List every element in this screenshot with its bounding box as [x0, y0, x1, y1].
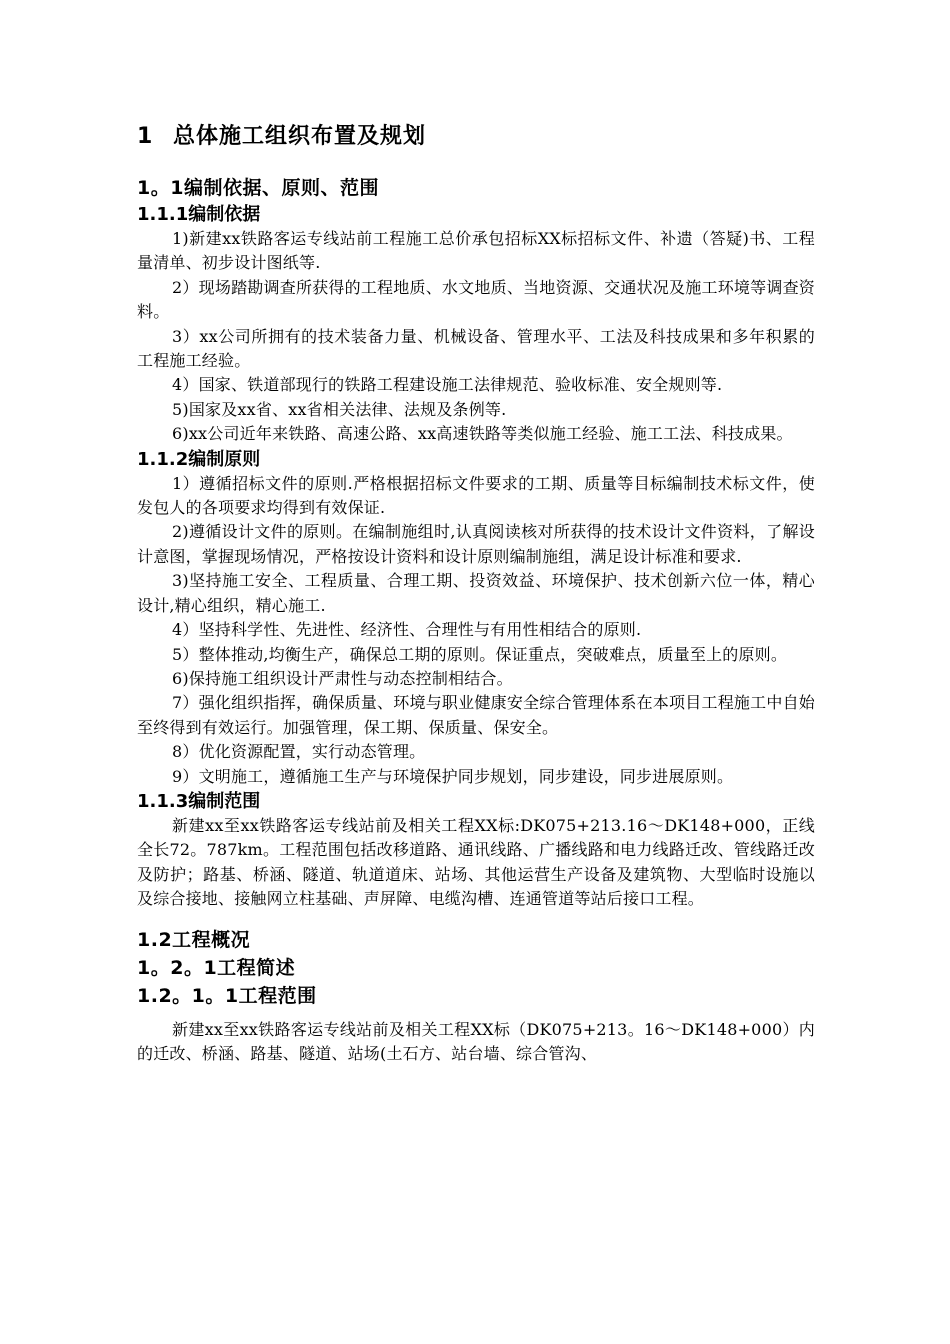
section-heading-1-2-1-1: 1.2。1。1工程范围 [137, 984, 317, 1007]
section-heading-1-1-2: 1.1.2编制原则 [137, 448, 261, 470]
paragraph: 3）xx公司所拥有的技术装备力量、机械设备、管理水平、工法及科技成果和多年积累的工程施工经验。 [137, 326, 815, 371]
section-heading-1-1-1: 1.1.1编制依据 [137, 204, 261, 225]
document-page [137, 120, 815, 1066]
paragraph: 1)新建xx铁路客运专线站前工程施工总价承包招标XX标招标文件、补遗（答疑)书、工程量清单、初步设计图纸等. [137, 229, 815, 273]
chapter-number: 1 [137, 124, 154, 149]
section-heading-1-2: 1.2工程概况 [137, 928, 251, 951]
chapter-heading [137, 120, 815, 154]
paragraph: 新建xx至xx铁路客运专线站前及相关工程XX标:DK075+213.16～DK148+000，正线全长72。787km。工程范围包括改移道路、通讯线路、广播线路和电力线路迁改、管线路迁改及防护；路基、桥涵、隧道、轨道道床、站场、其他运营生产设备及建筑物、大型临时设施以及综合接地、接触网立柱基础、声屏障、电缆沟槽、连通管道等站后接口工程。 [137, 815, 815, 909]
paragraph: 6)xx公司近年来铁路、高速公路、xx高速铁路等类似施工经验、施工工法、科技成果。 [172, 424, 793, 444]
section-heading-1-1: 1。1编制依据、原则、范围 [137, 177, 379, 199]
paragraph: 3)坚持施工安全、工程质量、合理工期、投资效益、环境保护、技术创新六位一体，精心设计,精心组织，精心施工. [137, 571, 815, 615]
paragraph: 8）优化资源配置，实行动态管理。 [172, 742, 426, 762]
paragraph: 5）整体推动,均衡生产，确保总工期的原则。保证重点，突破难点，质量至上的原则。 [172, 644, 788, 664]
paragraph: 2）现场踏勘调查所获得的工程地质、水文地质、当地资源、交通状况及施工环境等调查资料。 [137, 277, 815, 322]
paragraph: 4）坚持科学性、先进性、经济性、合理性与有用性相结合的原则. [172, 620, 642, 640]
paragraph: 4）国家、铁道部现行的铁路工程建设施工法律规范、验收标准、安全规则等. [172, 375, 723, 395]
chapter-title: 总体施工组织布置及规划 [173, 124, 427, 149]
paragraph: 1）遵循招标文件的原则.严格根据招标文件要求的工期、质量等目标编制技术标文件，使发包人的各项要求均得到有效保证. [137, 473, 815, 518]
section-heading-1-2-1: 1。2。1工程简述 [137, 956, 296, 979]
paragraph: 9）文明施工，遵循施工生产与环境保护同步规划，同步建设，同步进展原则。 [172, 766, 734, 786]
paragraph: 5)国家及xx省、xx省相关法律、法规及条例等. [172, 399, 507, 419]
section-heading-1-1-3: 1.1.3编制范围 [137, 790, 261, 812]
paragraph: 6)保持施工组织设计严肃性与动态控制相结合。 [172, 668, 513, 688]
paragraph: 新建xx至xx铁路客运专线站前及相关工程XX标（DK075+213。16～DK148+000）内的迁改、桥涵、路基、隧道、站场(土石方、站台墙、综合管沟、 [137, 1019, 815, 1063]
paragraph: 7）强化组织指挥，确保质量、环境与职业健康安全综合管理体系在本项目工程施工中自始至终得到有效运行。加强管理，保工期、保质量、保安全。 [137, 693, 815, 737]
paragraph: 2)遵循设计文件的原则。在编制施组时,认真阅读核对所获得的技术设计文件资料，了解设计意图，掌握现场情况，严格按设计资料和设计原则编制施组，满足设计标准和要求. [137, 522, 815, 566]
